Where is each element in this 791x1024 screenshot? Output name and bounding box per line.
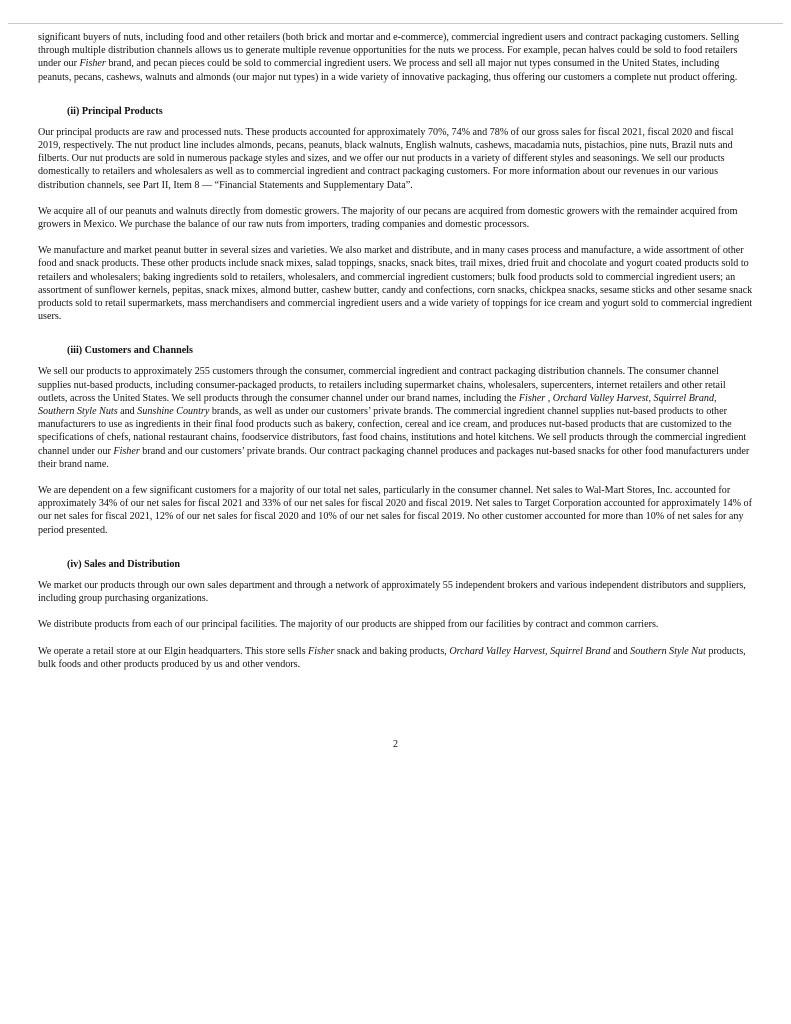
products-paragraph-2: We acquire all of our peanuts and walnuts directly from domestic growers. The majority of our pecans are acquired from domestic growers with the remainder acquired from growers in Mexico. We purchase the balance of our raw nuts from importers, trading companies and domestic processors. — [38, 205, 738, 231]
brand-name: Sunshine Country — [137, 406, 210, 418]
sales-paragraph-2: We distribute products from each of our principal facilities. The majority of our products are shipped from our facilities by contract and common carriers. — [38, 619, 659, 631]
sales-paragraph-1: We market our products through our own sales department and through a network of approximately 55 independent brokers and various independent distributors and suppliers, including group purchasing organizations. — [38, 579, 746, 605]
heading-principal-products: (ii) Principal Products — [67, 105, 163, 117]
products-paragraph-1: Our principal products are raw and processed nuts. These products accounted for approximately 70%, 74% and 78% of our gross sales for fiscal 2021, fiscal 2020 and fiscal 2019, respectively. The nut product line includes almonds, pecans, peanuts, black walnuts, English walnuts, cashews, macadamia nuts, pistachios, pine nuts, Brazil nuts and filberts. Our nut products are sold in numerous package styles and sizes, and we offer our nut products in a variety of different styles and seasonings. We sell our products domestically to retailers and wholesalers as well as to commercial ingredient and contract packaging customers. For more information about our revenues in our various distribution channels, see Part II, Item 8 — “Financial Statements and Supplementary Data”. — [38, 126, 734, 191]
brand-name: Fisher — [113, 445, 140, 457]
products-paragraph-3: We manufacture and market peanut butter in several sizes and varieties. We also market and distribute, and in many cases process and manufacture, a wide assortment of other food and snack products. These other products include snack mixes, salad toppings, snacks, snack bites, trail mixes, dried fruit and chocolate and yogurt coated products sold to retailers and wholesalers; baking ingredients sold to retailers, wholesalers, and commercial ingredient customers; bulk food products sold to commercial ingredient users; an assortment of sunflower kernels, pepitas, snack mixes, almond butter, cashew butter, candy and confections, corn snacks, chickpea snacks, sesame sticks and other sesame snack products sold to retail supermarkets, mass merchandisers and commercial ingredient users and a wide variety of toppings for ice cream and yogurt sold to commercial ingredient users. — [38, 245, 753, 323]
intro-paragraph: significant buyers of nuts, including food and other retailers (both brick and mortar and e-commerce), commercial ingredient users and contract packaging customers. Selling through multiple distribution channels allows us to generate multiple revenue opportunities for the nuts we process. For example, pecan halves could be sold to food retailers under our Fisher brand, and pecan pieces could be sold to commercial ingredient users. We process and sell all major nut types consumed in the United States, including peanuts, pecans, cashews, walnuts and almonds (our major nut types) in a wide variety of innovative packaging, thus offering our customers a complete nut product offering. — [38, 32, 740, 83]
brand-names: Orchard Valley Harvest, Squirrel Brand — [449, 645, 611, 657]
brand-names: Fisher , Orchard Valley Harvest, Squirrel Brand, Southern Style Nuts — [38, 392, 717, 418]
brand-name: Fisher — [79, 58, 106, 70]
brand-name: Southern Style Nut — [630, 645, 706, 657]
page-body — [38, 31, 754, 684]
header-divider — [8, 23, 783, 24]
heading-customers-channels: (iii) Customers and Channels — [67, 345, 193, 357]
brand-name: Fisher — [308, 645, 335, 657]
customers-paragraph-2: We are dependent on a few significant customers for a majority of our total net sales, particularly in the consumer channel. Net sales to Wal-Mart Stores, Inc. accounted for approximately 34% of our net sales for fiscal 2021 and 33% of our net sales for fiscal 2020 and fiscal 2019. Net sales to Target Corporation accounted for approximately 14% of our net sales for fiscal 2021, 12% of our net sales for fiscal 2020 and 10% of our net sales for fiscal 2019. No other customer accounted for more than 10% of net sales for any period presented. — [38, 485, 752, 536]
sales-paragraph-3: We operate a retail store at our Elgin headquarters. This store sells Fisher snack and baking products, Orchard Valley Harvest, Squirrel Brand and Southern Style Nut products, bulk foods and other products produced by us and other vendors. — [38, 645, 746, 670]
page-number: 2 — [392, 739, 399, 750]
customers-paragraph-1: We sell our products to approximately 255 customers through the consumer, commercial ingredient and contract packaging distribution channels. The consumer channel supplies nut-based products, including consumer-packaged products, to retailers including supermarket chains, wholesalers, supercenters, internet retailers and other retail outlets, across the United States. We sell products through the consumer channel under our brand names, including the Fisher , Orchard Valley Harvest, Squirrel Brand, Southern Style Nuts and Sunshine Country brands, as well as under our customers’ private brands. The commercial ingredient channel supplies nut-based products to other manufacturers to use as ingredients in their final food products such as bakery, confection, cereal and ice cream, and produces nut-based products that are customized to the specifications of chefs, national restaurant chains, foodservice distributors, fast food chains, institutions and hotel kitchens. We sell products through the commercial ingredient channel under our Fisher brand and our customers’ private brands. Our contract packaging channel produces and packages nut-based snacks for other food manufacturers under their brand name. — [38, 366, 750, 470]
heading-sales-distribution: (iv) Sales and Distribution — [67, 558, 181, 570]
